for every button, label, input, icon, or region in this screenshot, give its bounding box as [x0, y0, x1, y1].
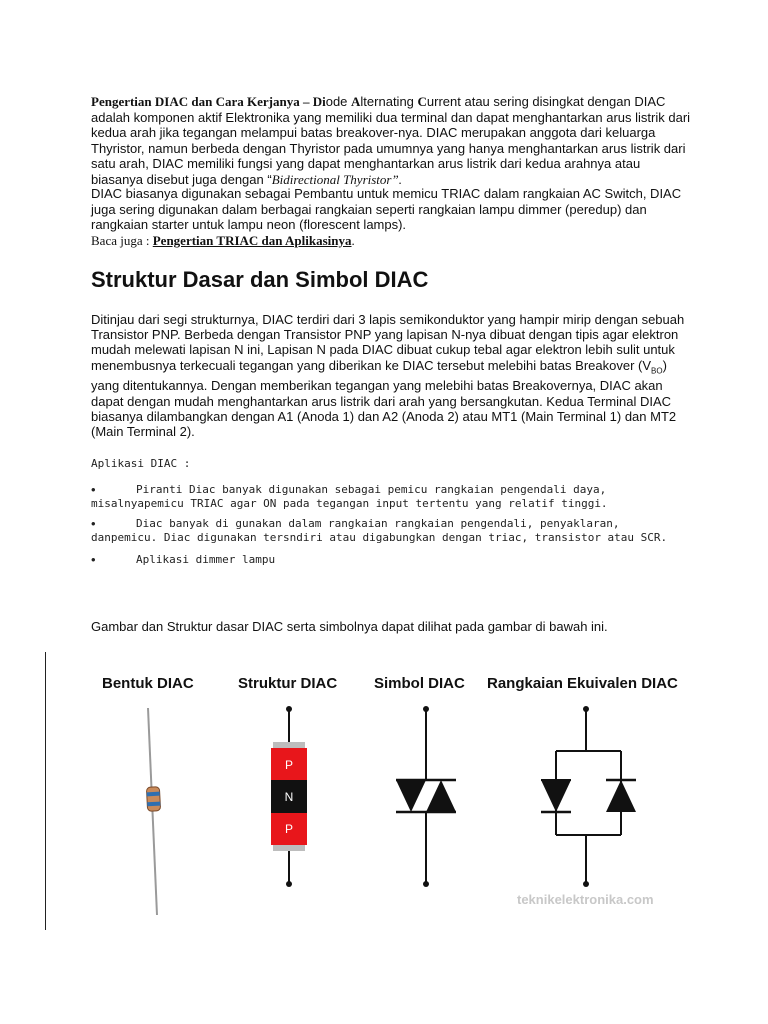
italic-close: ”.	[391, 171, 402, 187]
acronym-a: A	[351, 94, 361, 109]
bullet-dot: •	[91, 516, 96, 531]
list-item	[91, 483, 691, 511]
aplikasi-title: Aplikasi DIAC :	[91, 457, 191, 470]
section-heading: Struktur Dasar dan Simbol DIAC	[91, 267, 429, 292]
layer-label-p-bottom: P	[284, 822, 294, 836]
intro-dash: –	[299, 94, 313, 109]
structure-paragraph	[91, 312, 691, 439]
margin-line	[45, 652, 46, 930]
title-simbol: Simbol DIAC	[374, 675, 465, 692]
title-rangkaian: Rangkaian Ekuivalen DIAC	[487, 675, 678, 692]
link-period: .	[351, 233, 355, 248]
diac-equivalent-circuit	[541, 706, 636, 887]
acronym-text-2: lternating	[360, 94, 418, 109]
diac-physical	[146, 708, 160, 915]
list-item-text: Aplikasi dimmer lampu	[136, 553, 276, 566]
bullet-dot: •	[91, 482, 96, 497]
acronym-text-1: ode	[325, 94, 352, 109]
intro-paragraph	[91, 94, 691, 187]
list-item-text: Piranti Diac banyak digunakan sebagai pemicu rangkaian pengendali daya, misalnyapemicu TRIAC agar ON pada tegangan input tertentu yang relatif tinggi.	[91, 483, 608, 510]
structure-text-1: Ditinjau dari segi strukturnya, DIAC terdiri dari 3 lapis semikonduktor yang hampir mirip dengan sebuah Transistor PNP. Berbeda dengan Transistor PNP yang lapisan N-nya dibuat dengan tipis agar elektron mudah melewati lapisan N ini, Lapisan N pada DIAC dibuat cukup tebal agar elektron lebih sulit untuk menembusnya terkecuali tegangan yang diberikan ke DIAC tersebut melebihi batas Breakover (V	[91, 312, 685, 373]
acronym-di: Di	[312, 94, 326, 109]
diac-figure	[90, 675, 700, 925]
title-bentuk: Bentuk DIAC	[102, 675, 194, 692]
diac-diagram	[90, 675, 700, 925]
list-item-text: Diac banyak di gunakan dalam rangkaian rangkaian pengendali, penyaklaran, danpemicu. Diac digunakan tersndiri atau digabungkan dengan triac, transistor atau SCR.	[91, 517, 668, 544]
intro-body: urrent atau sering disingkat dengan DIAC adalah komponen aktif Elektronika yang memiliki dua terminal dan dapat menghantarkan arus listrik dari kedua arah jika tegangan melampui batas breakover-nya. DIAC merupakan anggota dari keluarga Thyristor, namun berbeda dengan Thyristor pada umumnya yang hanya menghantarkan arus listrik dari satu arah, DIAC memiliki fungsi yang dapat menghantarkan arus listrik dari kedua arahnya atau biasanya disebut juga dengan “	[91, 94, 691, 187]
baca-juga-label: Baca juga :	[91, 233, 153, 248]
layer-label-n: N	[284, 790, 294, 804]
intro-title: Pengertian DIAC dan Cara Kerjanya	[91, 94, 300, 109]
triac-link[interactable]: Pengertian TRIAC dan Aplikasinya	[152, 233, 352, 248]
italic-term: Bidirectional Thyristor	[271, 171, 392, 187]
layer-label-p-top: P	[284, 758, 294, 772]
acronym-c: C	[417, 94, 427, 109]
list-item	[91, 553, 691, 567]
vbo-subscript: BO	[651, 366, 663, 376]
baca-juga-line	[91, 233, 691, 249]
list-item	[91, 517, 691, 545]
figure-caption: Gambar dan Struktur dasar DIAC serta simbolnya dapat dilihat pada gambar di bawah ini.	[91, 619, 608, 634]
diac-structure	[271, 706, 307, 887]
structure-text-2: ) yang ditentukannya. Dengan memberikan tegangan yang melebihi batas Breakovernya, DIAC akan dapat dengan mudah menghantarkan arus listrik dari arah yang bersangkutan. Kedua Terminal DIAC biasanya dilambangkan dengan A1 (Anoda 1) dan A2 (Anoda 2) atau MT1 (Main Terminal 1) dan MT2 (Main Terminal 2).	[91, 357, 677, 440]
bullet-dot: •	[91, 552, 96, 567]
diac-symbol	[396, 706, 456, 887]
watermark: teknikelektronika.com	[517, 892, 654, 907]
title-struktur: Struktur DIAC	[238, 675, 338, 692]
intro-paragraph-2: DIAC biasanya digunakan sebagai Pembantu untuk memicu TRIAC dalam rangkaian AC Switch, DIAC juga sering digunakan dalam berbagai rangkaian seperti rangkaian lampu dimmer (peredup) dan rangkaian starter untuk lampu neon (florescent lamps).	[91, 186, 682, 232]
